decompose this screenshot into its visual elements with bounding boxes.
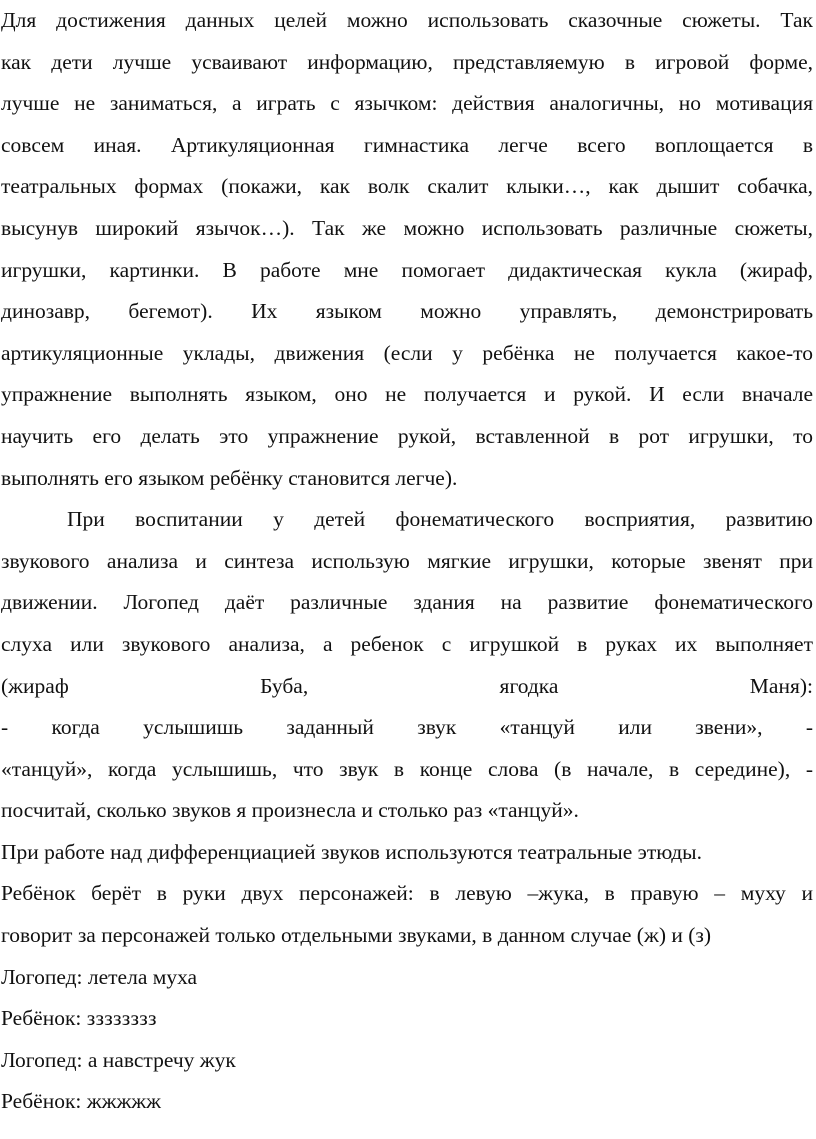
text-line: Ребёнок берёт в руки двух персонажей: в левую –жука, в правую – муху и bbox=[1, 881, 813, 906]
paragraph-start-line: При воспитании у детей фонематического восприятия, развитию bbox=[67, 507, 813, 532]
text-line: выполнять его языком ребёнку становится легче). bbox=[1, 465, 458, 490]
text-line: артикуляционные уклады, движения (если у ребёнка не получается какое-то bbox=[1, 340, 813, 365]
text-line: упражнение выполнять языком, оно не получается и рукой. И если вначале bbox=[1, 382, 813, 407]
list-line: посчитай, сколько звуков я произнесла и столько раз «танцуй». bbox=[1, 798, 579, 823]
text-line: динозавр, бегемот). Их языком можно управлять, демонстрировать bbox=[1, 299, 813, 324]
text-line: совсем иная. Артикуляционная гимнастика легче всего воплощается в bbox=[1, 132, 813, 157]
text-line: движении. Логопед даёт различные здания на развитие фонематического bbox=[1, 590, 813, 615]
dialogue-line: Ребёнок: зззззззз bbox=[1, 1006, 157, 1031]
text-line: научить его делать это упражнение рукой, вставленной в рот игрушки, то bbox=[1, 423, 813, 448]
list-line: - когда услышишь заданный звук «танцуй или звени», - bbox=[1, 715, 813, 740]
text-line: слуха или звукового анализа, а ребенок с игрушкой в руках их выполняет bbox=[1, 631, 813, 656]
list-line: «танцуй», когда услышишь, что звук в конце слова (в начале, в середине), - bbox=[1, 756, 813, 781]
text-line: высунув широкий язычок…). Так же можно использовать различные сюжеты, bbox=[1, 215, 813, 240]
text-line: говорит за персонажей только отдельными звуками, в данном случае (ж) и (з) bbox=[1, 923, 712, 948]
text-line: При работе над дифференциацией звуков используются театральные этюды. bbox=[1, 839, 703, 864]
text-line: звукового анализа и синтеза использую мягкие игрушки, которые звенят при bbox=[1, 548, 813, 573]
text-line: Для достижения данных целей можно использовать сказочные сюжеты. Так bbox=[1, 8, 813, 32]
text-line: (жираф Буба, ягодка Маня): bbox=[1, 673, 813, 698]
text-line: театральных формах (покажи, как волк скалит клыки…, как дышит собачка, bbox=[1, 174, 813, 199]
dialogue-line: Логопед: а навстречу жук bbox=[1, 1047, 236, 1072]
dialogue-line: Ребёнок: жжжжж bbox=[1, 1089, 162, 1114]
dialogue-line: Логопед: летела муха bbox=[1, 964, 198, 989]
document-page bbox=[1, 0, 813, 1123]
text-line: как дети лучше усваивают информацию, представляемую в игровой форме, bbox=[1, 49, 813, 74]
text-line: игрушки, картинки. В работе мне помогает дидактическая кукла (жираф, bbox=[1, 257, 813, 282]
text-line: лучше не заниматься, а играть с язычком: действия аналогичны, но мотивация bbox=[1, 91, 813, 116]
